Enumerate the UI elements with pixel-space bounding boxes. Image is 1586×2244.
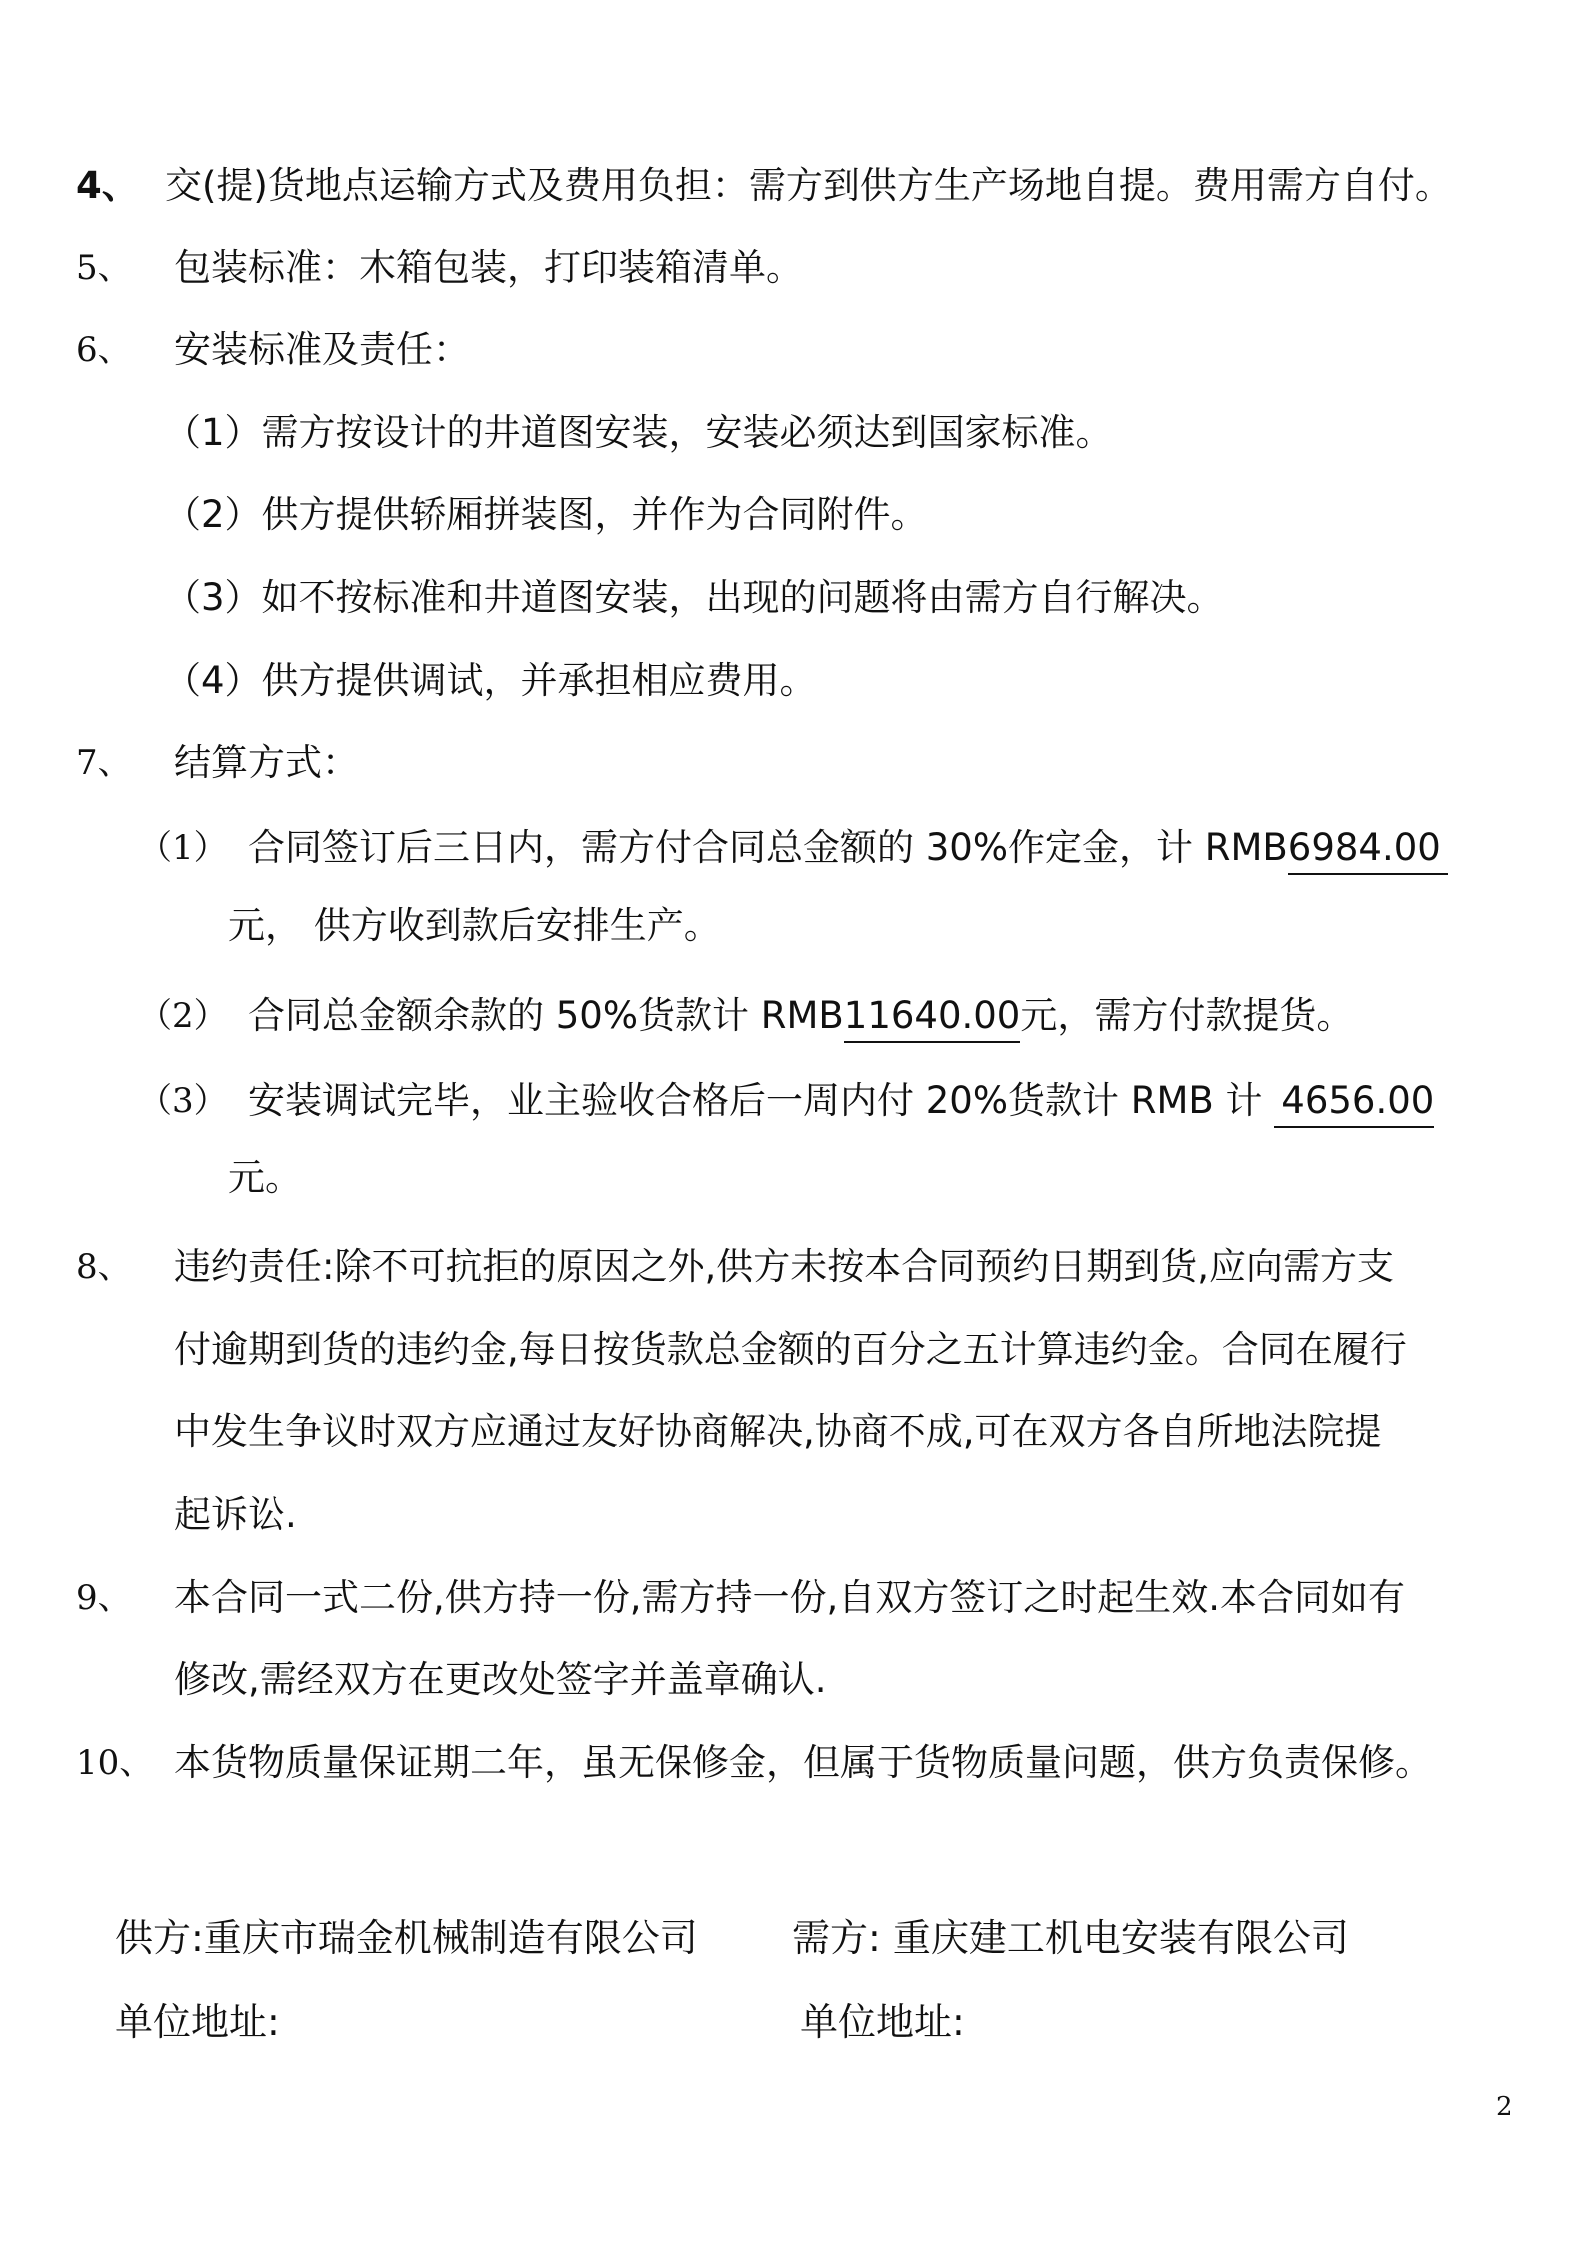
- item-8-line-4: 起诉讼.: [174, 1493, 297, 1536]
- payment-3-amount: 4656.00: [1274, 1076, 1434, 1128]
- item-9-number: 9、: [76, 1578, 132, 1618]
- payment-3-number: （3）: [138, 1081, 228, 1121]
- item-6-sub-4: （4）供方提供调试，并承担相应费用。: [164, 659, 817, 702]
- payment-3-text: [248, 1075, 1434, 1127]
- buyer-name: 需方: 重庆建工机电安装有限公司: [792, 1916, 1349, 1960]
- item-5-number: 5、: [76, 248, 132, 288]
- item-6-text: 安装标准及责任：: [174, 328, 470, 371]
- supplier-address-label: 单位地址:: [115, 2000, 280, 2044]
- payment-3-pre: 安装调试完毕，业主验收合格后一周内付 20%货款计 RMB 计: [248, 1079, 1275, 1122]
- payment-1-amount: 6984.00: [1288, 823, 1448, 875]
- payment-2-amount: 11640.00: [844, 991, 1021, 1043]
- payment-2-pre: 合同总金额余款的 50%货款计 RMB: [248, 994, 844, 1037]
- item-4-text: 交(提)货地点运输方式及费用负担：需方到供方生产场地自提。费用需方自付。: [165, 164, 1452, 207]
- item-8-line-3: 中发生争议时双方应通过友好协商解决,协商不成,可在双方各自所地法院提: [174, 1410, 1382, 1453]
- item-8-number: 8、: [76, 1247, 132, 1287]
- item-8-line-2: 付逾期到货的违约金,每日按货款总金额的百分之五计算违约金。合同在履行: [174, 1328, 1407, 1371]
- item-10-text: 本货物质量保证期二年，虽无保修金，但属于货物质量问题，供方负责保修。: [174, 1741, 1432, 1784]
- buyer-address-label: 单位地址:: [800, 2000, 965, 2044]
- item-9-line-2: 修改,需经双方在更改处签字并盖章确认.: [174, 1658, 827, 1701]
- item-10-number: 10、: [76, 1743, 154, 1783]
- page-number: 2: [1496, 2092, 1513, 2122]
- item-6-sub-1: （1）需方按设计的井道图安装，安装必须达到国家标准。: [164, 411, 1113, 454]
- supplier-name: 供方:重庆市瑞金机械制造有限公司: [115, 1916, 698, 1960]
- item-9-line-1: 本合同一式二份,供方持一份,需方持一份,自双方签订之时起生效.本合同如有: [174, 1576, 1406, 1619]
- item-7-number: 7、: [76, 743, 132, 783]
- item-6-sub-3: （3）如不按标准和井道图安装，出现的问题将由需方自行解决。: [164, 576, 1224, 619]
- payment-3-continuation: 元。: [228, 1156, 302, 1199]
- payment-1-pre: 合同签订后三日内，需方付合同总金额的 30%作定金，计 RMB: [248, 826, 1288, 869]
- payment-1-number: （1）: [138, 828, 228, 868]
- item-4-number: 4、: [76, 164, 139, 207]
- payment-2-post: 元，需方付款提货。: [1020, 994, 1354, 1037]
- item-7-text: 结算方式：: [174, 741, 359, 784]
- payment-1-text: [248, 822, 1448, 874]
- payment-1-continuation: 元， 供方收到款后安排生产。: [228, 904, 721, 947]
- item-5-text: 包装标准：木箱包装，打印装箱清单。: [174, 246, 803, 289]
- item-8-line-1: 违约责任:除不可抗拒的原因之外,供方未按本合同预约日期到货,应向需方支: [174, 1245, 1394, 1288]
- item-6-sub-2: （2）供方提供轿厢拼装图，并作为合同附件。: [164, 493, 928, 536]
- payment-2-text: [248, 990, 1353, 1042]
- payment-2-number: （2）: [138, 996, 228, 1036]
- item-6-number: 6、: [76, 330, 132, 370]
